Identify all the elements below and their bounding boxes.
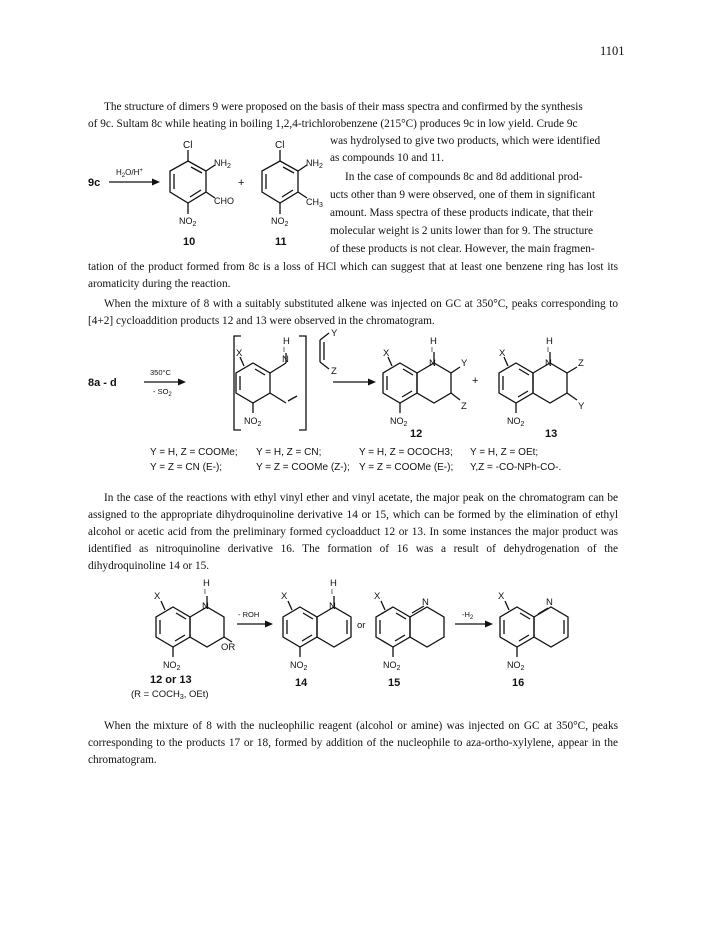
ch3-label: $CH_3$ [306, 197, 323, 209]
text-line: as compounds 10 and 11. [330, 152, 445, 164]
h-label: H [283, 336, 290, 347]
y-label: Y [461, 358, 468, 369]
compound-label-12-or-13: 12 or 13 [150, 674, 192, 686]
plus-sign: + [238, 177, 245, 189]
h-label: H [430, 336, 437, 347]
x-label: X [154, 591, 161, 602]
reagent-label: $H_2O/H^+$ [116, 168, 143, 179]
paragraph-5: When the mixture of 8 with the nucleophilic reagent (alcohol or amine) was injected on GC at 350°C, peaks corresponding to the products 17 or 18, formed by addition of the nucleophile to aza-ortho-xylylene, appear in the chromatogram. [88, 720, 618, 766]
paragraph-2-continued: tation of the product formed from 8c is a loss of HCl which can suggest that at least one benzene ring has lost its aromaticity during the reaction. [88, 261, 618, 290]
text-line: of these products is not clear. However, the main fragmen- [330, 243, 595, 255]
x-label: X [499, 348, 506, 359]
compound-label-15: 15 [388, 677, 401, 689]
substituent-item: Y = H, Z = OEt; [470, 447, 539, 458]
reagent-label: $-H_2$ [462, 610, 474, 621]
z-label: Z [331, 366, 337, 377]
dihydroquinoline-15-structure [376, 601, 444, 657]
compound-label-13: 13 [545, 428, 558, 440]
reagent-label: - ROH [238, 610, 260, 619]
no2-label: $NO_2$ [390, 416, 408, 428]
n-label: N [329, 601, 336, 612]
compound-label-16: 16 [512, 677, 525, 689]
no2-label: $NO_2$ [290, 660, 308, 672]
no2-label: $NO_2$ [163, 660, 181, 672]
bond-mark: I [283, 347, 285, 354]
reaction-arrowhead [265, 621, 273, 628]
compound-label-9c: 9c [88, 177, 101, 189]
no2-label: $NO_2$ [507, 660, 525, 672]
text-line: amount. Mass spectra of these products indicate, that their [330, 207, 593, 219]
reaction-arrowhead [485, 621, 493, 628]
or-text: or [357, 620, 366, 631]
n-label: N [546, 597, 553, 608]
x-label: X [498, 591, 505, 602]
substituent-item: Y = Z = CN (E-); [150, 462, 223, 473]
h-label: H [330, 578, 337, 589]
text-line: was hydrolysed to give two products, which were identified [330, 135, 601, 147]
substituent-item: Y,Z = -CO-NPh-CO-. [470, 462, 562, 473]
dihydroquinoline-14-structure [283, 596, 351, 657]
n-label: N [429, 358, 436, 369]
text-line: ucts other than 9 were observed, one of them in significant [330, 189, 596, 201]
cl-label: Cl [275, 140, 285, 151]
z-label: Z [578, 358, 584, 369]
paragraph-4: In the case of the reactions with ethyl vinyl ether and vinyl acetate, the major peak on the chromatogram can be assigned to the appropriate dihydroquinoline derivative 14 or 15, which can be formed by the elimination of ethyl alcohol or acetic acid from the preliminary formed cycloadduct 12 or 13. In some instances the major product was identified as nitroquinoline derivative 16. The formation of 16 was a result of dehydrogenation of the dihydroquinoline 14 or 15. [88, 492, 618, 572]
no2-label: $NO_2$ [383, 660, 401, 672]
cho-label: CHO [214, 196, 234, 206]
condition-label: - $SO_2$ [153, 387, 172, 398]
substituent-item: Y = Z = COOMe (E-); [359, 462, 454, 473]
nh2-label: $NH_2$ [306, 158, 323, 170]
n-label: N [282, 354, 289, 365]
x-label: X [281, 591, 288, 602]
substituent-item: Y = H, Z = COOMe; [150, 447, 238, 458]
bond-mark: I [331, 589, 333, 596]
y-label: Y [331, 328, 338, 339]
compound-label-10: 10 [183, 236, 196, 248]
paragraph-1-line-1: The structure of dimers 9 were proposed on the basis of their mass spectra and confirmed by the synthesis [104, 101, 583, 113]
compound-label-11: 11 [275, 236, 287, 248]
n-label: N [545, 358, 552, 369]
compound-label-14: 14 [295, 677, 308, 689]
no2-label: $NO_2$ [179, 216, 197, 228]
r-group-definition: ($R = COCH_3$, OEt) [131, 689, 209, 701]
nitroquinoline-16-structure [500, 601, 568, 657]
paragraph-3: When the mixture of 8 with a suitably substituted alkene was injected on GC at 350°C, peaks corresponding to [4+2] cycloaddition products 12 and 13 were observed in the chromatogram. [88, 298, 618, 327]
h-label: H [203, 578, 210, 589]
compound-label-8a-d: 8a - d [88, 377, 117, 389]
substituent-item: Y = H, Z = CN; [256, 447, 322, 458]
x-label: X [374, 591, 381, 602]
n-label: N [422, 597, 429, 608]
text-line: In the case of compounds 8c and 8d additional prod- [345, 171, 583, 183]
y-label: Y [578, 401, 585, 412]
no2-label: $NO_2$ [507, 416, 525, 428]
page-number: 1101 [600, 44, 625, 58]
temperature-label: 350°C [150, 368, 171, 377]
text-line: molecular weight is 2 units lower than for 9. The structure [330, 225, 594, 237]
n-label: N [202, 601, 209, 612]
no2-label: $NO_2$ [271, 216, 289, 228]
substituent-item: Y = Z = COOMe (Z-); [256, 462, 350, 473]
paragraph-1-line-2: of 9c. Sultam 8c while heating in boiling 1,2,4-trichlorobenzene (215°C) produces 9c in low yield. Crude 9c [88, 118, 578, 130]
substituent-item: Y = H, Z = OCOCH3; [359, 447, 453, 458]
or-group-label: OR [221, 642, 236, 653]
h-label: H [546, 336, 553, 347]
plus-sign: + [472, 375, 479, 387]
x-label: X [383, 348, 390, 359]
cl-label: Cl [183, 140, 193, 151]
z-label: Z [461, 401, 467, 412]
x-label: X [236, 348, 243, 359]
bond-mark: I [431, 347, 433, 354]
bond-mark: I [547, 347, 549, 354]
bond-mark: I [204, 589, 206, 596]
nh2-label: $NH_2$ [214, 158, 231, 170]
compound-label-12: 12 [410, 428, 423, 440]
no2-label: $NO_2$ [244, 416, 262, 428]
